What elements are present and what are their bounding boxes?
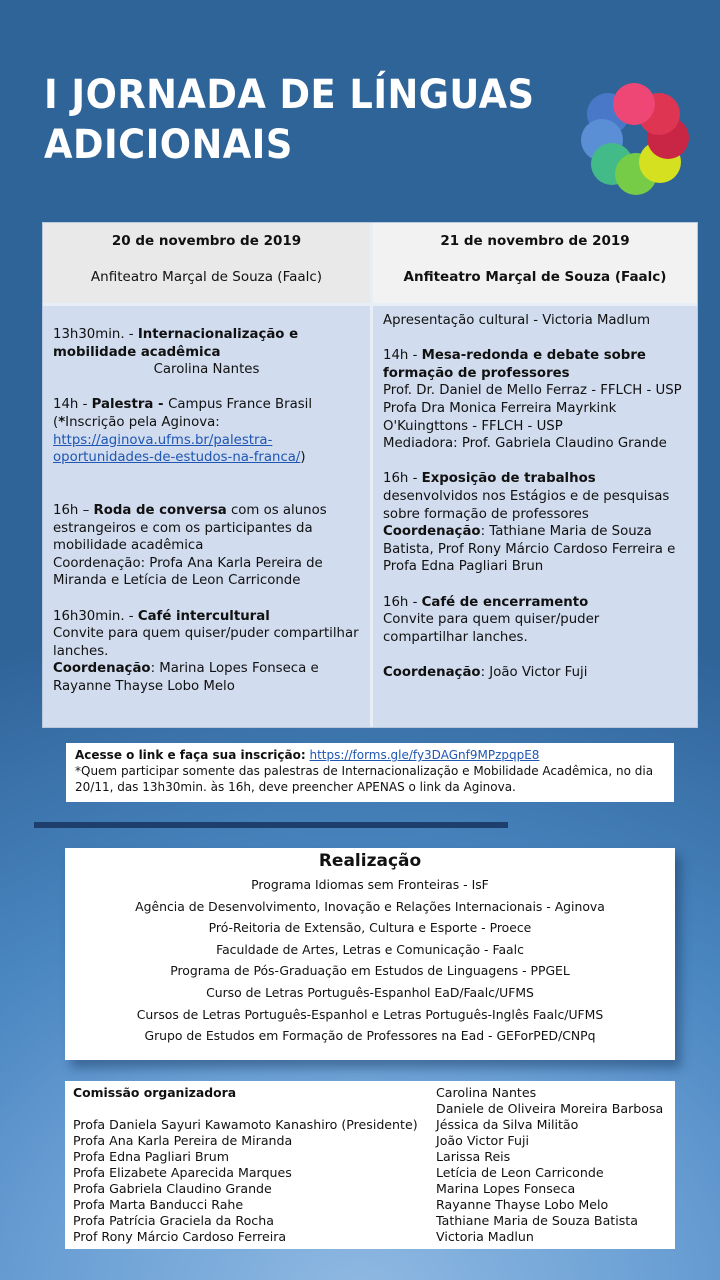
member-item: Profa Marta Banducci Rahe bbox=[73, 1197, 244, 1212]
event-item: 14h - Mesa-redonda e debate sobre formação de professores Prof. Dr. Daniel de Mello Ferraz - FFLCH - USP Profa Dra Monica Ferreira Mayrkink O'Kuingttons - FFLCH - USP Mediadora: Prof. Gabriela Claudino Grande bbox=[383, 348, 682, 452]
comissao-professors bbox=[73, 1085, 418, 1245]
title-line-1: I JORNADA DE LÍNGUAS bbox=[44, 72, 535, 118]
member-item: Profa Ana Karla Pereira de Miranda bbox=[73, 1133, 293, 1148]
member-item: João Victor Fuji bbox=[436, 1133, 529, 1148]
member-item: Profa Gabriela Claudino Grande bbox=[73, 1181, 272, 1196]
member-item: Profa Patrícia Graciela da Rocha bbox=[73, 1213, 274, 1228]
member-item: Jéssica da Silva Militão bbox=[436, 1117, 579, 1132]
title-line-2: ADICIONAIS bbox=[44, 122, 293, 168]
day2-events bbox=[373, 306, 697, 727]
day1-date: 20 de novembro de 2019 bbox=[111, 233, 302, 249]
member-item: Daniele de Oliveira Moreira Barbosa bbox=[436, 1101, 664, 1116]
org-item: Cursos de Letras Português-Espanhol e Letras Português-Inglês Faalc/UFMS bbox=[136, 1006, 604, 1022]
org-item: Agência de Desenvolvimento, Inovação e Relações Internacionais - Aginova bbox=[135, 898, 605, 914]
member-item: Marina Lopes Fonseca bbox=[436, 1181, 576, 1196]
schedule-table bbox=[42, 222, 698, 728]
comissao-box bbox=[65, 1081, 675, 1249]
registration-form-link[interactable]: https://forms.gle/fy3DAGnf9MPzpqpE8 bbox=[309, 748, 540, 762]
registration-notice bbox=[66, 743, 674, 802]
member-item: Larissa Reis bbox=[436, 1149, 511, 1164]
member-item: Carolina Nantes bbox=[436, 1085, 537, 1100]
event-item: Apresentação cultural - Victoria Madlum bbox=[383, 313, 651, 328]
day1-events bbox=[43, 306, 370, 727]
org-item: Programa de Pós-Graduação em Estudos de Linguagens - PPGEL bbox=[170, 963, 570, 979]
event-item: 13h30min. - Internacionalização e mobilidade acadêmica Carolina Nantes bbox=[53, 326, 360, 379]
event-item: 16h – Roda de conversa com os alunos estrangeiros e com os participantes da mobilidade acadêmica Coordenação: Profa Ana Karla Pereira de Miranda e Letícia de Leon Carriconde bbox=[53, 502, 327, 589]
event-item: 16h - Exposição de trabalhos desenvolvidos nos Estágios e de pesquisas sobre formação de professores Coordenação: Tathiane Maria de Souza Batista, Prof Rony Márcio Cardoso Ferreira e Profa Edna Pagliari Brun bbox=[383, 471, 676, 575]
member-item: Profa Daniela Sayuri Kawamoto Kanashiro (Presidente) bbox=[73, 1117, 418, 1132]
comissao-title: Comissão organizadora bbox=[73, 1085, 237, 1100]
org-item: Grupo de Estudos em Formação de Professores na Ead - GEForPED/CNPq bbox=[144, 1028, 596, 1044]
org-item: Programa Idiomas sem Fronteiras - IsF bbox=[251, 877, 489, 892]
event-item: 16h - Café de encerramento Convite para quem quiser/puder compartilhar lanches. Coordenação: João Victor Fuji bbox=[383, 594, 600, 680]
event-item: 16h30min. - Café intercultural Convite para quem quiser/puder compartilhar lanches. Coordenação: Marina Lopes Fonseca e Rayanne Thayse Lobo Melo bbox=[53, 608, 359, 694]
member-item: Profa Elizabete Aparecida Marques bbox=[73, 1165, 292, 1180]
day1-venue: Anfiteatro Marçal de Souza (Faalc) bbox=[90, 269, 323, 285]
realizacao-title: Realização bbox=[318, 851, 422, 871]
event-item: 14h - Palestra - Campus France Brasil (*Inscrição pela Aginova: https://aginova.ufms.br/palestra-oportunidades-de-estudos-na-franca/) bbox=[53, 397, 313, 466]
event-title bbox=[44, 70, 535, 170]
org-item: Faculdade de Artes, Letras e Comunicação - Faalc bbox=[216, 941, 524, 957]
day2-header bbox=[373, 223, 697, 303]
day2-venue: Anfiteatro Marçal de Souza (Faalc) bbox=[403, 269, 667, 285]
member-item: Profa Edna Pagliari Brum bbox=[73, 1149, 229, 1164]
colorful-flower-logo-icon bbox=[576, 80, 692, 196]
member-item: Letícia de Leon Carriconde bbox=[436, 1165, 604, 1180]
notice-text: *Quem participar somente das palestras de Internacionalização e Mobilidade Acadêmica, no dia 20/11, das 13h30min. às 16h, deve preencher APENAS o link da Aginova. bbox=[75, 764, 654, 794]
member-item: Rayanne Thayse Lobo Melo bbox=[436, 1197, 609, 1212]
comissao-students bbox=[436, 1085, 663, 1245]
member-item: Prof Rony Márcio Cardoso Ferreira bbox=[73, 1229, 287, 1244]
member-item: Tathiane Maria de Souza Batista bbox=[436, 1213, 638, 1228]
day1-header bbox=[43, 223, 370, 303]
org-item: Pró-Reitoria de Extensão, Cultura e Esporte - Proece bbox=[208, 920, 532, 936]
realizacao-box bbox=[65, 848, 675, 1060]
event-speaker: Carolina Nantes bbox=[153, 362, 260, 378]
event-coordination: Coordenação: Profa Ana Karla Pereira de Miranda e Letícia de Leon Carriconde bbox=[53, 555, 323, 589]
member-item: Victoria Madlun bbox=[436, 1229, 534, 1244]
org-item: Curso de Letras Português-Espanhol EaD/Faalc/UFMS bbox=[206, 984, 534, 1000]
section-divider bbox=[34, 822, 508, 828]
aginova-link[interactable]: https://aginova.ufms.br/palestra-oportunidades-de-estudos-na-franca/ bbox=[53, 432, 301, 466]
registration-label: Acesse o link e faça sua inscrição: bbox=[75, 748, 306, 762]
day2-date: 21 de novembro de 2019 bbox=[440, 233, 630, 249]
